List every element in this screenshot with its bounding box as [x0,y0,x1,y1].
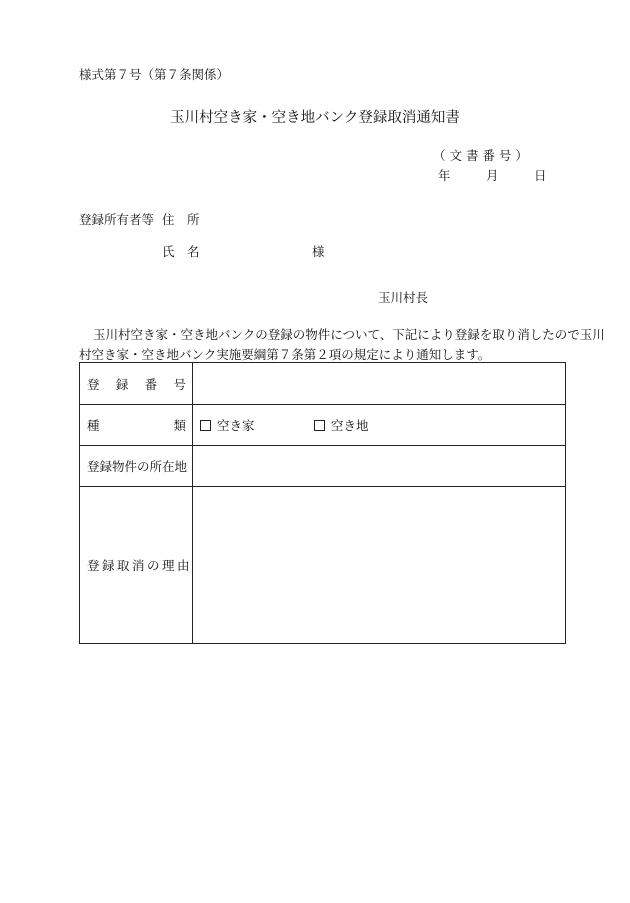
type-options-cell [193,405,566,446]
name-label: 氏 名 [162,244,200,259]
table-row-registration-number [80,363,566,405]
option-akiya-label: 空き家 [217,418,255,433]
checkbox-icon[interactable] [314,420,325,431]
label-char: 録 [115,376,129,392]
location-label: 登録物件の所在地 [80,446,193,487]
label-char: 番 [144,376,158,392]
checkbox-icon[interactable] [200,420,211,431]
body-text-line1: 玉川村空き家・空き地バンクの登録の物件について、下記により登録を取り消したので玉川 [93,327,605,342]
address-label: 住 所 [162,212,200,227]
option-akichi-label: 空き地 [330,418,369,433]
table-row-type [80,405,566,446]
document-number: （ 文 書 番 号 ） [433,148,528,163]
location-field[interactable] [193,446,566,487]
date-month: 月 [486,168,499,183]
registration-number-field[interactable] [193,363,566,405]
table-row-location [80,446,566,487]
label-char: 種 [87,418,100,433]
option-akiya[interactable] [200,416,310,434]
option-akichi[interactable] [314,416,369,434]
label-char: 類 [173,418,186,433]
honorific: 様 [312,244,325,259]
label-char: 号 [173,376,186,392]
date-day: 日 [534,168,547,183]
table-row-reason [80,487,566,644]
registration-number-label [80,363,193,405]
owner-label: 登録所有者等 [79,212,155,227]
reason-field[interactable] [193,487,566,644]
date-year: 年 [438,168,451,183]
document-title: 玉川村空き家・空き地バンク登録取消通知書 [170,110,460,126]
reason-label: 登録取消の理由 [80,487,193,644]
body-text-line2: 村空き家・空き地バンク実施要綱第７条第２項の規定により通知します。 [79,347,491,362]
form-number: 様式第７号（第７条関係） [79,67,230,82]
type-label [80,405,193,446]
label-char: 登 [87,376,100,392]
registration-table [79,362,566,644]
sender-name: 玉川村長 [378,290,429,305]
